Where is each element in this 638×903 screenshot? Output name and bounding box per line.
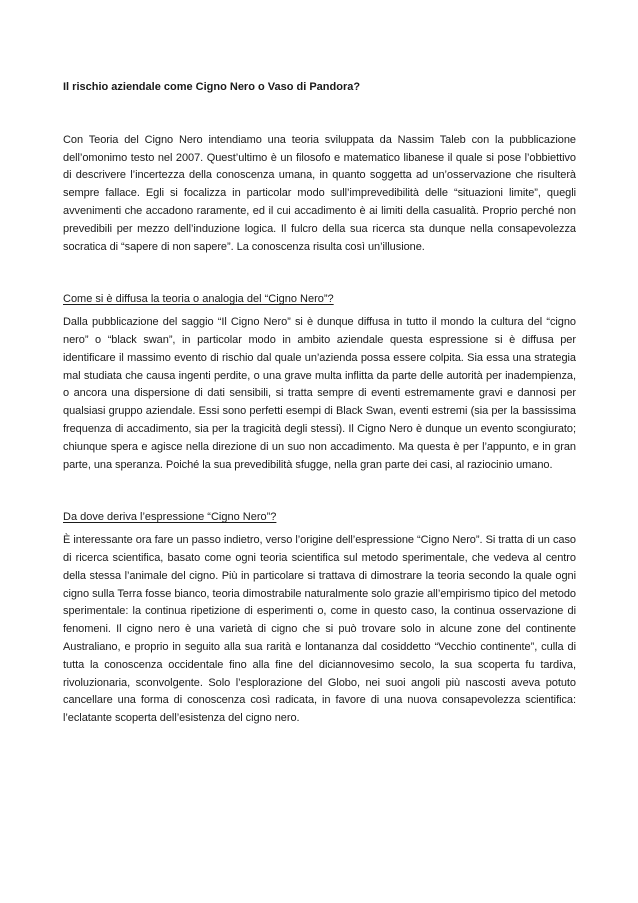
document-title: Il rischio aziendale come Cigno Nero o Vaso di Pandora?: [63, 81, 361, 93]
section-paragraph-diffusion: Dalla pubblicazione del saggio “Il Cigno Nero” si è dunque diffusa in tutto il mondo la cultura del “cigno nero” o “black swan”, in particolar modo in ambito aziendale questa espressione si è diffusa per identificare il massimo evento di rischio dal quale un’azienda possa essere colpita. Sia essa una strategia mal studiata che causa ingenti perdite, o una grave multa inflitta da parte delle autorità per inadempienza, o ancora una dispersione di dati sensibili, si tratta sempre di eventi estremamente gravi e dannosi per qualsiasi gruppo aziendale. Essi sono perfetti esempi di Black Swan, eventi estremi (sia per la bassissima frequenza di accadimento, sia per la tragicità degli stessi). Il Cigno Nero è dunque un evento scongiurato; chiunque spera e agisce nella direzione di un suo non accadimento. Ma questa è per l’appunto, e in gran parte, una speranza. Poiché la sua prevedibilità sfugge, nella gran parte dei casi, al raziocinio umano.: [63, 316, 576, 471]
spacer: [63, 256, 576, 291]
spacer: [63, 474, 576, 509]
section-heading-diffusion: Come si è diffusa la teoria o analogia del “Cigno Nero”?: [63, 293, 334, 306]
section-heading-origin: Da dove deriva l’espressione “Cigno Nero”?: [63, 511, 277, 524]
document-content: [63, 79, 576, 728]
spacer: [63, 97, 576, 132]
intro-paragraph: Con Teoria del Cigno Nero intendiamo una teoria sviluppata da Nassim Taleb con la pubblicazione dell’omonimo testo nel 2007. Quest’ultimo è un filosofo e matematico libanese il quale si pose l’obbiettivo di descrivere l’incertezza della conoscenza umana, in quanto soggetta ad un’osservazione che risulterà sempre fallace. Egli si focalizza in particolar modo sull’imprevedibilità delle “situazioni limite”, quegli avvenimenti che accadono raramente, ed il cui accadimento è ai limiti della casualità. Proprio perché non prevedibili per mezzo dell’induzione logica. Il fulcro della sua ricerca sta dunque nella consapevolezza socratica di “sapere di non sapere”. La conoscenza risulta così un’illusione.: [63, 133, 576, 253]
section-paragraph-origin: È interessante ora fare un passo indietro, verso l’origine dell’espressione “Cigno Nero”. Si tratta di un caso di ricerca scientifica, basato come ogni teoria scientifica sul metodo sperimentale, che vedeva al centro della stessa l’animale del cigno. Più in particolare si trattava di dimostrare la teoria secondo la quale ogni cigno sulla Terra fosse bianco, teoria dimostrabile naturalmente solo grazie all’empirismo tipico del metodo sperimentale: la continua ripetizione di esperimenti o, come in questo caso, la continua osservazione di fenomeni. Il cigno nero è una varietà di cigno che si può trovare solo in alcune zone del continente Australiano, e proprio in seguito alla sua rarità e lontananza dal cosiddetto “Vecchio continente”, culla di tutta la conoscenza occidentale fino alla fine del diciannovesimo secolo, la sua scoperta fu tardiva, rivoluzionaria, sconvolgente. Solo l’esplorazione del Globo, nei suoi angoli più nascosti aveva potuto cancellare una forma di conoscenza così radicata, in favore di una nuova consapevolezza scientifica: l’eclatante scoperta dell’esistenza del cigno nero.: [63, 534, 576, 725]
